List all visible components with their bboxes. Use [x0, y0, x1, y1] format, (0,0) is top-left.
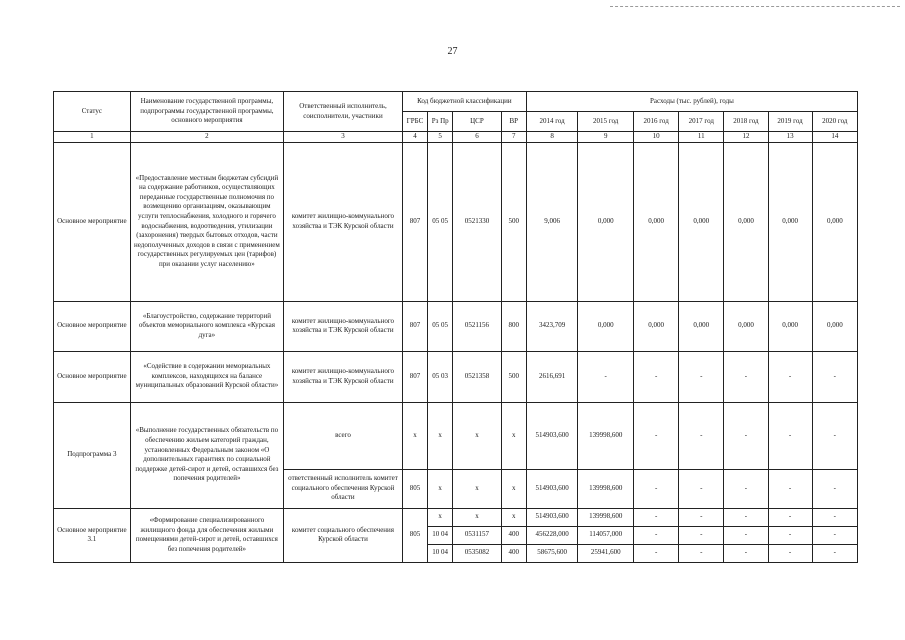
subprogram-row-total: [54, 402, 858, 469]
row-vr: 500: [501, 142, 526, 301]
row-value: -: [768, 544, 812, 562]
row-grbs: 807: [402, 351, 427, 402]
header-responsible: Ответственный исполнитель, соисполнители, участники: [284, 92, 403, 132]
row-grbs: 807: [402, 301, 427, 351]
row-value: -: [768, 526, 812, 544]
row-value: -: [812, 402, 857, 469]
row-status: Основное мероприятие: [54, 351, 131, 402]
table-row: [54, 301, 858, 351]
row-csr: x: [453, 469, 501, 508]
row-value: -: [679, 351, 724, 402]
header-year: 2017 год: [679, 112, 724, 132]
row-value: -: [634, 402, 679, 469]
row-csr: x: [453, 508, 501, 526]
row-rzpr: 05 05: [428, 301, 453, 351]
column-index: 4: [402, 132, 427, 143]
column-index: 7: [501, 132, 526, 143]
measure31-name: «Формирование специализированного жилищного фонда для обеспечения жилыми помещениями детей-сирот и детей, оставшихся без попечения родителей»: [130, 508, 283, 562]
subprogram-status: Подпрограмма 3: [54, 402, 131, 508]
row-responsible: комитет жилищно-коммунального хозяйства и ТЭК Курской области: [284, 142, 403, 301]
header-status: Статус: [54, 92, 131, 132]
row-value: 25941,600: [578, 544, 634, 562]
row-responsible: комитет жилищно-коммунального хозяйства и ТЭК Курской области: [284, 351, 403, 402]
row-vr: x: [501, 402, 526, 469]
measure31-row: [54, 508, 858, 526]
row-value: -: [724, 526, 768, 544]
row-value: -: [724, 508, 768, 526]
column-index: 12: [724, 132, 768, 143]
row-responsible: ответственный исполнитель комитет социального обеспечения Курской области: [284, 469, 403, 508]
column-index: 6: [453, 132, 501, 143]
column-index: 1: [54, 132, 131, 143]
header-grbs: ГРБС: [402, 112, 427, 132]
row-rzpr: 05 03: [428, 351, 453, 402]
header-row: [54, 92, 858, 112]
row-responsible: комитет жилищно-коммунального хозяйства и ТЭК Курской области: [284, 301, 403, 351]
row-value: -: [634, 544, 679, 562]
table-row: [54, 142, 858, 301]
row-value: 139998,600: [578, 469, 634, 508]
header-year: 2018 год: [724, 112, 768, 132]
row-rzpr: 05 05: [428, 142, 453, 301]
row-value: 2616,691: [526, 351, 577, 402]
row-value: -: [634, 469, 679, 508]
row-csr: 0521358: [453, 351, 501, 402]
row-value: -: [768, 508, 812, 526]
row-value: 0,000: [812, 301, 857, 351]
table-row: [54, 351, 858, 402]
page-number: 27: [447, 46, 458, 57]
row-value: 0,000: [724, 142, 768, 301]
row-value: 0,000: [578, 142, 634, 301]
row-status: Основное мероприятие: [54, 142, 131, 301]
row-vr: x: [501, 469, 526, 508]
header-expenses: Расходы (тыс. рублей), годы: [526, 92, 857, 112]
row-name: «Содействие в содержании мемориальных комплексов, находящихся на балансе муниципальных образований Курской области»: [130, 351, 283, 402]
row-rzpr: 10 04: [428, 544, 453, 562]
column-index: 14: [812, 132, 857, 143]
row-value: -: [812, 526, 857, 544]
row-name: «Благоустройство, содержание территорий объектов мемориального комплекса «Курская дуга»: [130, 301, 283, 351]
subprogram-name: «Выполнение государственных обязательств по обеспечению жильем категорий граждан, установленных Федеральным законом «О дополнительных гарантиях по социальной поддержке детей-сирот и детей, оставшихся без попечения родителей»: [130, 402, 283, 508]
row-value: 0,000: [724, 301, 768, 351]
row-rzpr: x: [428, 508, 453, 526]
column-index: 8: [526, 132, 577, 143]
row-value: -: [812, 469, 857, 508]
row-rzpr: x: [428, 402, 453, 469]
row-grbs: 807: [402, 142, 427, 301]
row-value: -: [679, 508, 724, 526]
header-year: 2020 год: [812, 112, 857, 132]
row-status: Основное мероприятие: [54, 301, 131, 351]
column-index: 10: [634, 132, 679, 143]
budget-table: [53, 91, 858, 563]
row-value: -: [724, 469, 768, 508]
header-name: Наименование государственной программы, подпрограммы государственной программы, основного мероприятия: [130, 92, 283, 132]
row-value: -: [634, 351, 679, 402]
row-value: -: [812, 508, 857, 526]
row-value: -: [634, 526, 679, 544]
row-csr: 0521330: [453, 142, 501, 301]
row-value: 139998,600: [578, 508, 634, 526]
column-index: 9: [578, 132, 634, 143]
header-year: 2016 год: [634, 112, 679, 132]
row-csr: x: [453, 402, 501, 469]
measure31-responsible: комитет социального обеспечения Курской области: [284, 508, 403, 562]
row-value: -: [768, 469, 812, 508]
header-csr: ЦСР: [453, 112, 501, 132]
row-value: 0,000: [679, 142, 724, 301]
row-value: 0,000: [634, 142, 679, 301]
row-vr: 500: [501, 351, 526, 402]
row-value: 0,000: [768, 142, 812, 301]
row-value: 0,000: [679, 301, 724, 351]
header-year: 2015 год: [578, 112, 634, 132]
column-index: 3: [284, 132, 403, 143]
measure31-status: Основное мероприятие 3.1: [54, 508, 131, 562]
row-rzpr: x: [428, 469, 453, 508]
column-index: 11: [679, 132, 724, 143]
row-rzpr: 10 04: [428, 526, 453, 544]
row-value: 514903,600: [526, 402, 577, 469]
header-rzpr: Рз Пр: [428, 112, 453, 132]
header-budget-code: Код бюджетной классификации: [402, 92, 526, 112]
row-value: -: [679, 469, 724, 508]
header-year: 2019 год: [768, 112, 812, 132]
column-index: 2: [130, 132, 283, 143]
measure31-grbs: 805: [402, 508, 427, 562]
row-value: -: [679, 402, 724, 469]
row-value: -: [578, 351, 634, 402]
row-value: -: [812, 351, 857, 402]
row-value: 0,000: [768, 301, 812, 351]
row-grbs: x: [402, 402, 427, 469]
row-vr: 800: [501, 301, 526, 351]
column-index: 5: [428, 132, 453, 143]
row-value: -: [679, 526, 724, 544]
row-grbs: 805: [402, 469, 427, 508]
column-index: 13: [768, 132, 812, 143]
row-csr: 0535082: [453, 544, 501, 562]
row-csr: 0531157: [453, 526, 501, 544]
top-edge-line: [610, 6, 900, 7]
row-value: -: [724, 402, 768, 469]
row-name: «Предоставление местным бюджетам субсидий на содержание работников, осуществляющих переданные государственные полномочия по возмещению организациям, оказывающим услуги теплоснабжения, холодного и горячего водоснабжения, водоотведения, утилизации (захоронения) твердых бытовых отходов, части недополученных доходов в связи с применением государственных регулируемых цен (тарифов) при оказании услуг населению»: [130, 142, 283, 301]
row-vr: 400: [501, 526, 526, 544]
row-value: 9,006: [526, 142, 577, 301]
row-vr: 400: [501, 544, 526, 562]
row-value: 114057,000: [578, 526, 634, 544]
row-value: -: [812, 544, 857, 562]
row-value: -: [724, 544, 768, 562]
row-value: -: [768, 402, 812, 469]
header-year: 2014 год: [526, 112, 577, 132]
row-csr: 0521156: [453, 301, 501, 351]
row-value: -: [679, 544, 724, 562]
row-vr: x: [501, 508, 526, 526]
row-value: 139998,600: [578, 402, 634, 469]
row-value: -: [634, 508, 679, 526]
header-vr: ВР: [501, 112, 526, 132]
row-responsible: всего: [284, 402, 403, 469]
column-index-row: [54, 132, 858, 143]
row-value: -: [768, 351, 812, 402]
row-value: -: [724, 351, 768, 402]
row-value: 0,000: [634, 301, 679, 351]
row-value: 0,000: [812, 142, 857, 301]
row-value: 3423,709: [526, 301, 577, 351]
row-value: 514903,600: [526, 469, 577, 508]
row-value: 514903,600: [526, 508, 577, 526]
row-value: 58675,600: [526, 544, 577, 562]
row-value: 456228,000: [526, 526, 577, 544]
row-value: 0,000: [578, 301, 634, 351]
